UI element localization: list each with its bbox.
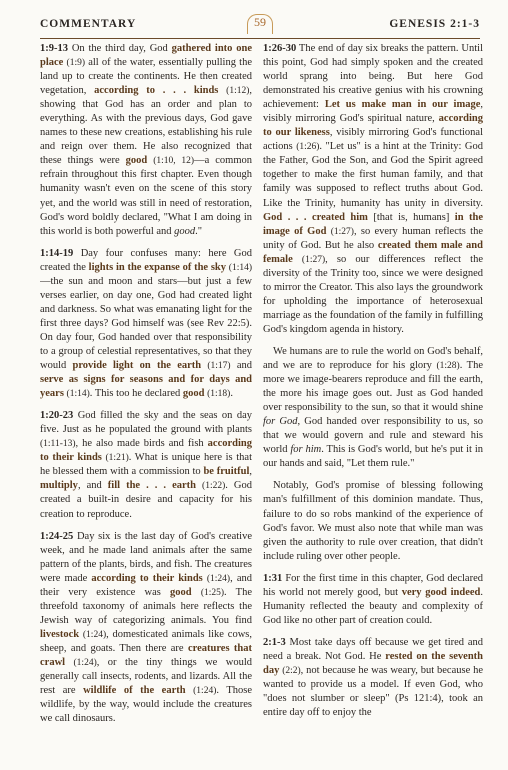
body-text — [218, 85, 226, 96]
commentary-paragraph-s6 — [263, 345, 483, 471]
body-text: For the first time in this chapter, God declared his world not merely good, but — [263, 572, 483, 598]
scripture-quote: livestock — [40, 628, 80, 640]
body-text: all of the water, essentially pulling the land up to create the continents. He then created vegetation, — [40, 57, 252, 97]
scripture-quote: according to their kinds — [40, 438, 252, 464]
body-text: . Humanity reflected the beauty and complexity of God like no other part of creation could. — [263, 586, 483, 626]
verse-citation: (1:17) — [207, 361, 231, 372]
body-text: . This is God's world, but he's put it in our hands and said, "Let them rule." — [263, 444, 483, 470]
body-text: ." — [195, 225, 203, 237]
emphasis-text: for God — [263, 416, 298, 428]
verse-citation: (1:14) — [66, 389, 90, 400]
body-text: . The threefold taxonomy of animals here reflects the Jewish way of categorizing animals. You find — [40, 586, 252, 626]
body-text — [192, 587, 201, 598]
commentary-paragraph-s9 — [263, 636, 483, 720]
scripture-quote: rested on the seventh day — [263, 650, 483, 676]
body-text: Notably, God's promise of blessing following man's fulfillment of this dominion mandate. Thus, failure to do so robs mankind of the experience of God's favor. We must also note that while man was given the authority to rule over creation, that didn't include ruling over other people. — [263, 480, 483, 562]
scripture-quote: multiply — [40, 480, 78, 492]
commentary-paragraph-s5 — [263, 42, 483, 337]
verse-citation: (1:9) — [66, 58, 86, 69]
verse-citation: (1:21) — [105, 453, 129, 464]
running-head-left: COMMENTARY — [40, 18, 137, 30]
verse-reference: 1:9-13 — [40, 43, 68, 54]
verse-citation: (1:27) — [301, 254, 326, 265]
scripture-quote: lights in the expanse of the sky — [88, 261, 227, 273]
verse-citation: (1:28) — [436, 361, 460, 372]
body-text: . What is unique here is that he blessed them with a commission to — [40, 452, 252, 478]
verse-citation: (1:22) — [202, 481, 226, 492]
running-head-right: GENESIS 2:1-3 — [389, 18, 480, 30]
scripture-quote: according to our likeness — [263, 113, 483, 139]
verse-citation: (1:11-13) — [40, 439, 76, 450]
scripture-quote: very good indeed — [401, 586, 481, 598]
verse-citation: (1:26) — [296, 142, 320, 153]
body-text: , and — [77, 480, 108, 492]
verse-citation: (1:14) — [228, 262, 252, 273]
verse-citation: (1:18) — [207, 389, 231, 400]
scripture-quote: good — [182, 388, 205, 400]
scripture-quote: good — [125, 155, 148, 167]
body-text: Day four confuses many: here God created the — [40, 247, 252, 273]
scripture-quote: created them male and female — [263, 239, 483, 265]
body-text — [293, 254, 302, 265]
verse-reference: 1:20-23 — [40, 410, 74, 422]
body-text: Most take days off because we get tired and need a break. Not God. He — [263, 636, 483, 662]
body-text: . The more we image-bearers reproduce and fill the earth, the more his image goes out. Just as God handed over responsibility to the sun, so that it would shine — [263, 360, 483, 414]
body-text: Day six is the last day of God's creative week, and he made land animals after the same pattern of the plants, birds, and fish. The creatures were made — [40, 530, 252, 584]
scripture-quote: according to their kinds — [91, 572, 203, 584]
body-text: , he also made birds and fish — [75, 438, 208, 450]
verse-reference: 1:24-25 — [40, 530, 74, 542]
scripture-quote: good — [170, 586, 192, 598]
left-column — [40, 42, 252, 766]
body-text: We humans are to rule the world on God's behalf, and we are to reproduce for his glory — [263, 345, 483, 372]
body-text: . — [230, 388, 233, 400]
body-text: , and their very existence was — [40, 572, 252, 598]
body-text: , so our differences reflect the diversity of the Trinity too, since we were designed to mirror the Creator. This also lays the groundwork for upholding the importance of heterosexual marriage as the foundation of the family in fulfilling God's kingdom agenda in history. — [263, 253, 483, 335]
body-text: , showing that God has an order and plan to everything. As with the previous days, God gave names to these new creations, establishing his rule and reign over them. He also recognized that these things were — [40, 85, 252, 167]
verse-citation: (1:24) — [73, 657, 97, 668]
scripture-quote: according to . . . kinds — [94, 85, 219, 97]
scripture-quote: Let us make man in our image — [324, 99, 481, 111]
right-column — [263, 42, 483, 766]
body-text: . "Let us" is a hint at the Trinity: God the Father, God the Son, and God the Spirit agreed together to make the first human family, and that family was supposed to reflect truths about God. Like the Trinity, humanity has unity in diversity. — [263, 141, 483, 209]
scripture-quote: provide light on the earth — [72, 360, 202, 372]
verse-reference: 2:1-3 — [263, 636, 286, 648]
verse-citation: (1:27) — [330, 226, 354, 237]
page-header — [40, 12, 480, 39]
commentary-paragraph-s1 — [40, 42, 252, 239]
verse-reference: 1:31 — [263, 572, 283, 584]
body-text: —the sun and moon and stars—but just a few verses earlier, on day one, God had created light and darkness. So what was emanating light for the first three days? God himself was (see Rev 22:5). On day four, God handed over that responsibility to a group of celestial representatives, so that they would — [40, 275, 252, 372]
body-text — [65, 657, 73, 668]
body-text: , God handed over responsibility to us, so that we would govern and rule and steward his world — [263, 416, 483, 456]
page-number: 59 — [247, 12, 273, 34]
scripture-quote: God . . . created him — [263, 211, 368, 223]
body-text: , visibly mirroring God's spiritual nature, — [263, 99, 483, 125]
scripture-quote: creatures that crawl — [40, 642, 252, 668]
body-text: , — [249, 466, 252, 478]
body-text — [186, 685, 194, 696]
verse-citation: (1:24) — [193, 686, 217, 697]
emphasis-text: for him — [290, 444, 322, 456]
body-text: —a common refrain throughout this first chapter. Even though humanity wasn't even on the scene of this story yet, and the world was still in need of restoration, God's word boldly declared, "What I am doing in this world is both powerful and — [40, 155, 252, 237]
verse-citation: (1:24) — [82, 629, 107, 640]
body-text: , not because he was weary, but because he wanted to provide us a model. If even God, who "does not slumber or sleep" (Ps 121:4), took an entire day off to enjoy the — [263, 664, 483, 719]
verse-reference: 1:26-30 — [263, 43, 297, 54]
commentary-paragraph-s2 — [40, 247, 252, 402]
body-text: and — [230, 360, 252, 372]
body-text: . God created a built-in desire and capacity for his creation to reproduce. — [40, 480, 252, 520]
verse-citation: (1:25) — [200, 587, 225, 598]
commentary-paragraph-s3 — [40, 409, 252, 521]
body-text: . This too he declared — [89, 388, 183, 400]
verse-reference: 1:14-19 — [40, 247, 74, 259]
body-text: . Those wildlife, by the way, would include the creatures we call dinosaurs. — [40, 685, 252, 725]
body-text: , or the tiny things we would generally call insects, rodents, and lizards. All the rest are — [40, 656, 252, 697]
body-text: The end of day six breaks the pattern. Until this point, God had simply spoken and the created world sprang into being. But here God demonstrated his creative genius with his crowning achievement: — [263, 43, 483, 111]
scripture-quote: fill the . . . earth — [107, 480, 196, 492]
body-text: [that is, humans] — [367, 211, 455, 223]
scripture-quote: serve as signs for seasons and for days and years — [40, 374, 252, 400]
scripture-quote: wildlife of the earth — [83, 685, 186, 697]
verse-citation: (1:10, 12) — [153, 156, 195, 167]
verse-citation: (1:12) — [226, 86, 250, 97]
body-text: , visibly mirroring God's functional actions — [263, 127, 483, 153]
verse-citation: (2:2) — [282, 665, 301, 676]
body-text: , domesticated animals like cows, sheep, and goats. Then there are — [40, 628, 252, 654]
body-text: God filled the sky and the seas on day five. Just as he populated the ground with plants — [40, 410, 252, 436]
commentary-paragraph-s4 — [40, 530, 252, 727]
verse-citation: (1:24) — [206, 573, 231, 584]
commentary-paragraph-s7 — [263, 479, 483, 563]
commentary-paragraph-s8 — [263, 572, 483, 628]
scripture-quote: gathered into one place — [40, 43, 252, 69]
scripture-quote: be fruitful — [203, 466, 250, 478]
emphasis-text: good — [174, 225, 196, 237]
body-text: On the third day, God — [68, 43, 172, 54]
scripture-quote: in the image of God — [263, 211, 483, 237]
body-text: , so every human reflects the unity of God. But he also — [263, 225, 483, 251]
